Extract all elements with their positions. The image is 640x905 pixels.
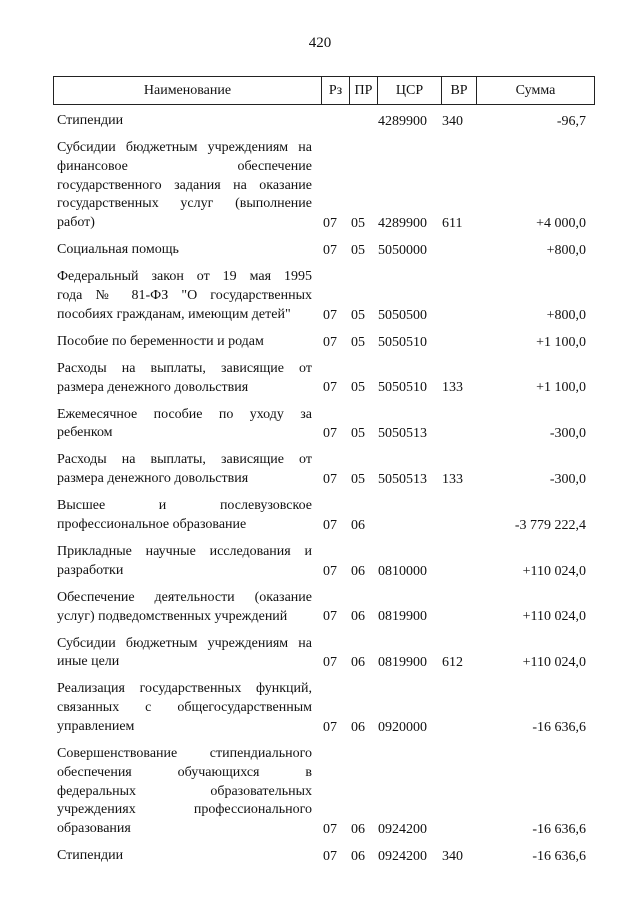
- row-name-line: Стипендии: [57, 848, 124, 864]
- row-sum: +110 024,0: [522, 563, 586, 579]
- row-vr: 612: [442, 655, 463, 671]
- row-sum: -300,0: [549, 426, 586, 442]
- row-sum: -16 636,6: [532, 719, 586, 735]
- row-csr: 0819900: [378, 609, 427, 625]
- row-csr: 0924200: [378, 822, 427, 837]
- row-rz: 07: [323, 216, 337, 231]
- row-name-line: учреждениях профессионального: [57, 802, 312, 818]
- row-name: [57, 497, 312, 535]
- row-name: [57, 360, 312, 398]
- row-sum: +110 024,0: [522, 609, 586, 625]
- row-pr: 06: [351, 563, 365, 579]
- row-pr: 05: [351, 334, 365, 350]
- row-rz: 07: [323, 380, 337, 396]
- row-name-line: образования: [57, 821, 131, 837]
- row-rz: 07: [323, 334, 337, 350]
- table-row: [0, 112, 640, 131]
- table-row: [0, 139, 640, 233]
- row-csr: 4289900: [378, 216, 427, 231]
- column-header-vr: ВР: [442, 77, 477, 104]
- row-pr: 05: [351, 307, 365, 323]
- row-name-line: Социальная помощь: [57, 242, 179, 258]
- row-name: [57, 406, 312, 444]
- column-header-name: Наименование: [54, 77, 322, 104]
- row-vr: 133: [442, 471, 463, 487]
- row-name-line: Стипендии: [57, 113, 124, 128]
- row-name-line: связанных с общегосударственным: [57, 700, 312, 716]
- row-pr: 06: [351, 848, 365, 864]
- table-row: [0, 589, 640, 627]
- row-name: [57, 680, 312, 736]
- table-row: [0, 333, 640, 352]
- row-name: [57, 241, 312, 260]
- row-csr: 5050510: [378, 380, 427, 396]
- table-row: [0, 497, 640, 535]
- row-pr: 05: [351, 216, 365, 231]
- table-row: [0, 360, 640, 398]
- row-name-line: государственного задания на оказание: [57, 177, 312, 193]
- row-rz: 07: [323, 426, 337, 442]
- row-name-line: обеспечения обучающихся в: [57, 764, 312, 780]
- row-sum: +800,0: [546, 307, 586, 323]
- row-sum: -300,0: [549, 471, 586, 487]
- row-name-line: Ежемесячное пособие по уходу за: [57, 406, 312, 422]
- row-sum: -16 636,6: [532, 848, 586, 864]
- row-name-line: услуг) подведомственных учреждений: [57, 608, 288, 624]
- row-csr: 0924200: [378, 848, 427, 864]
- row-vr: 133: [442, 380, 463, 396]
- row-pr: 06: [351, 719, 365, 735]
- row-csr: 5050513: [378, 471, 427, 487]
- row-name-line: федеральных образовательных: [57, 783, 312, 799]
- row-name-line: работ): [57, 215, 95, 231]
- column-header-rz: Рз: [322, 77, 350, 104]
- table-row: [0, 635, 640, 673]
- row-name-line: Расходы на выплаты, зависящие от: [57, 452, 312, 468]
- row-pr: 05: [351, 380, 365, 396]
- row-name: [57, 333, 312, 352]
- row-sum: -16 636,6: [532, 822, 586, 837]
- row-pr: 06: [351, 609, 365, 625]
- row-name-line: Расходы на выплаты, зависящие от: [57, 360, 312, 376]
- row-sum: +110 024,0: [522, 655, 586, 671]
- row-rz: 07: [323, 563, 337, 579]
- row-rz: 07: [323, 719, 337, 735]
- column-header-sum: Сумма: [515, 83, 556, 98]
- row-rz: 07: [323, 848, 337, 864]
- row-name-line: Субсидии бюджетным учреждениям на: [57, 140, 312, 155]
- table-row: [0, 745, 640, 839]
- row-name-line: государственных услуг (выполнение: [57, 196, 312, 212]
- table-header: [53, 76, 595, 105]
- row-csr: 5050000: [378, 242, 427, 258]
- row-name-line: управлением: [57, 718, 135, 734]
- row-name-line: ребенком: [57, 425, 113, 441]
- row-name-line: иные цели: [57, 654, 120, 670]
- row-pr: 05: [351, 426, 365, 442]
- row-pr: 06: [351, 822, 365, 837]
- row-name: [57, 268, 312, 324]
- column-header-pr: ПР: [350, 77, 378, 104]
- row-pr: 05: [351, 242, 365, 258]
- row-name-line: Совершенствование стипендиального: [57, 746, 312, 761]
- row-name-line: Реализация государственных функций,: [57, 681, 312, 697]
- row-name-line: Высшее и послевузовское: [57, 498, 312, 514]
- row-name: [57, 635, 312, 673]
- table-row: [0, 680, 640, 736]
- column-header-csr: ЦСР: [378, 77, 442, 104]
- row-pr: 05: [351, 471, 365, 487]
- row-rz: 07: [323, 609, 337, 625]
- row-name: [57, 112, 312, 131]
- row-rz: 07: [323, 655, 337, 671]
- row-vr: 340: [442, 113, 463, 129]
- row-name-line: Федеральный закон от 19 мая 1995: [57, 269, 312, 285]
- row-name-line: пособиях гражданам, имеющим детей": [57, 306, 291, 322]
- row-csr: 4289900: [378, 113, 427, 129]
- row-rz: 07: [323, 471, 337, 487]
- row-name: [57, 543, 312, 581]
- row-name: [57, 745, 312, 839]
- table-row: [0, 241, 640, 260]
- row-csr: 5050510: [378, 334, 427, 350]
- row-name-line: Пособие по беременности и родам: [57, 333, 264, 349]
- row-csr: 0920000: [378, 719, 427, 735]
- table-row: [0, 451, 640, 489]
- row-vr: 611: [442, 216, 463, 231]
- row-name: [57, 847, 312, 866]
- row-rz: 07: [323, 307, 337, 323]
- page-number: 420: [308, 35, 332, 51]
- row-name-line: Субсидии бюджетным учреждениям на: [57, 635, 312, 651]
- row-name: [57, 451, 312, 489]
- row-csr: 0810000: [378, 563, 427, 579]
- table-row: [0, 543, 640, 581]
- row-name-line: Прикладные научные исследования и: [57, 544, 312, 559]
- row-sum: +800,0: [546, 242, 586, 258]
- row-name-line: профессиональное образование: [57, 516, 247, 532]
- table-row: [0, 406, 640, 444]
- row-sum: -3 779 222,4: [514, 517, 586, 533]
- row-name-line: разработки: [57, 562, 124, 578]
- row-name: [57, 139, 312, 233]
- row-name-line: финансовое обеспечение: [57, 158, 312, 174]
- row-rz: 07: [323, 242, 337, 258]
- row-sum: +4 000,0: [536, 216, 586, 231]
- row-vr: 340: [442, 848, 463, 864]
- row-rz: 07: [323, 517, 337, 533]
- table-row: [0, 268, 640, 324]
- row-pr: 06: [351, 655, 365, 671]
- row-pr: 06: [351, 517, 365, 533]
- row-csr: 5050513: [378, 426, 427, 442]
- row-name-line: размера денежного довольствия: [57, 471, 249, 487]
- row-name-line: Обеспечение деятельности (оказание: [57, 589, 312, 605]
- row-csr: 0819900: [378, 655, 427, 671]
- row-csr: 5050500: [378, 307, 427, 323]
- row-name: [57, 589, 312, 627]
- row-sum: +1 100,0: [536, 334, 586, 350]
- row-sum: -96,7: [556, 113, 586, 129]
- row-rz: 07: [323, 822, 337, 837]
- table-row: [0, 847, 640, 866]
- row-sum: +1 100,0: [536, 380, 586, 396]
- row-name-line: года № 81-ФЗ "О государственных: [57, 287, 312, 303]
- row-name-line: размера денежного довольствия: [57, 379, 249, 395]
